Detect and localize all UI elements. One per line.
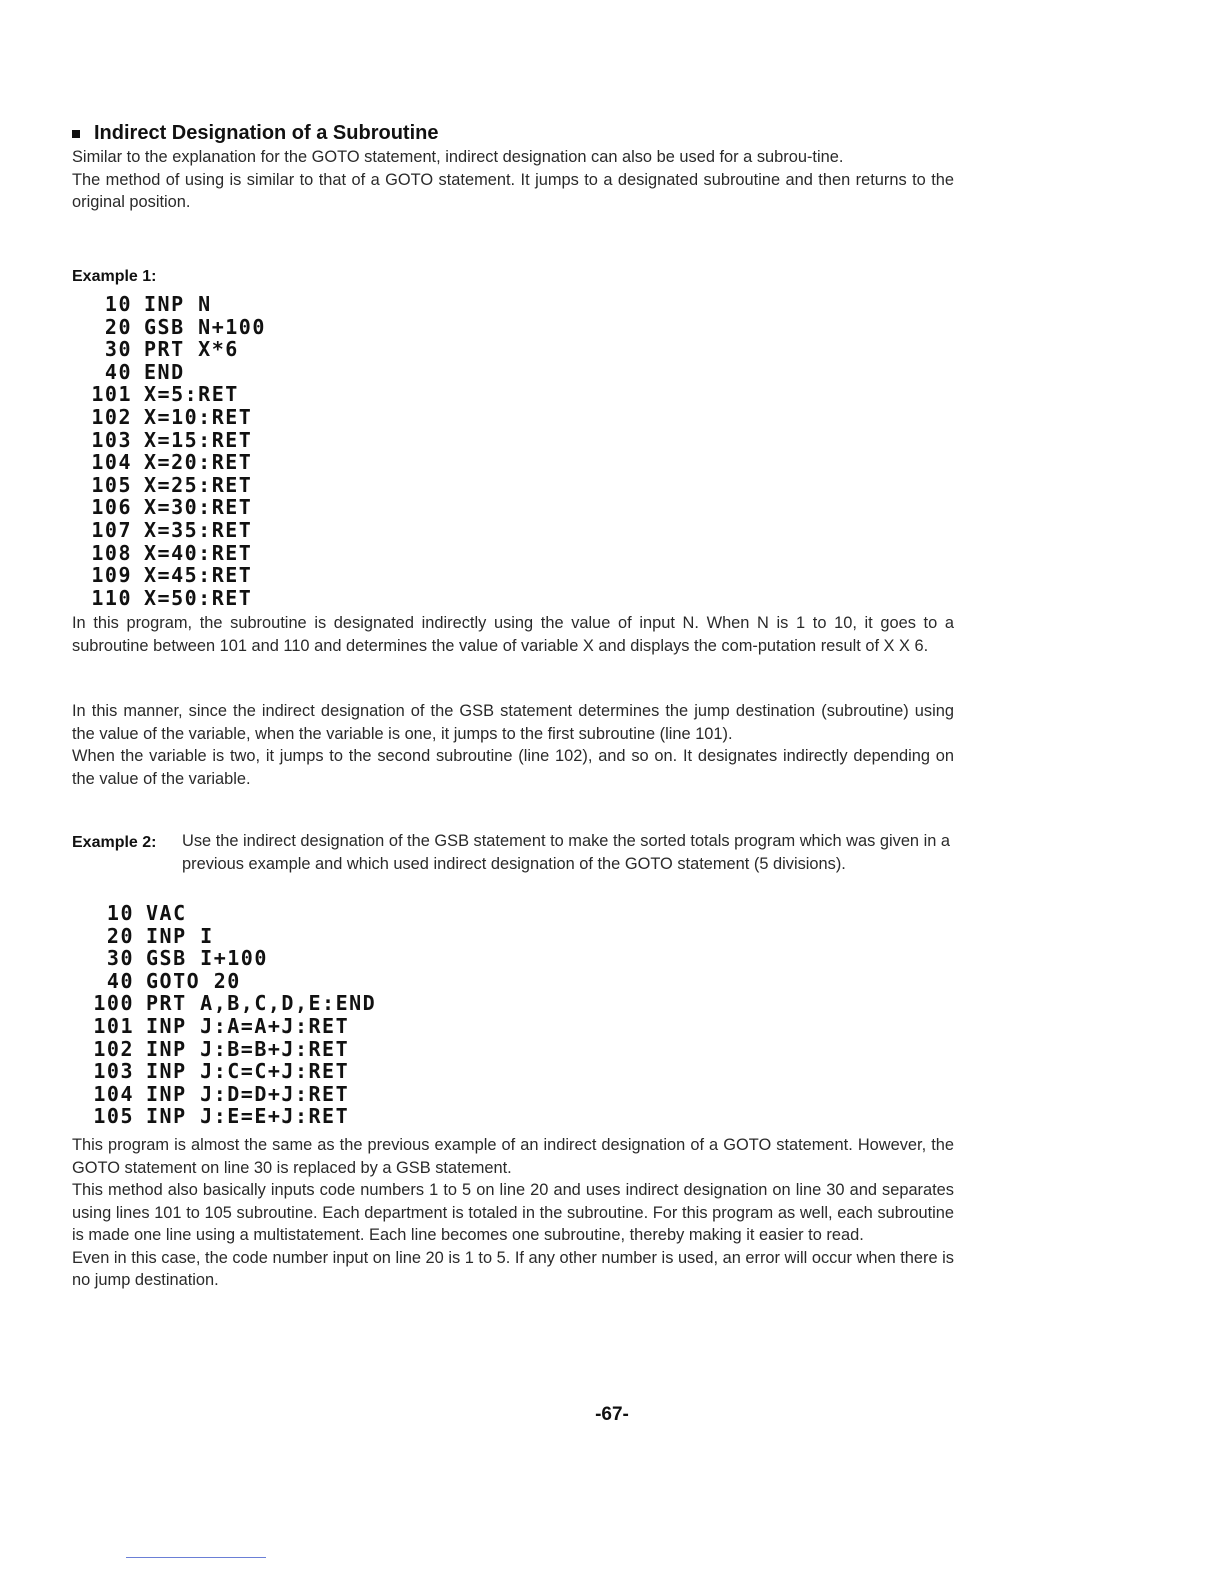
- line-number: 20: [104, 314, 132, 339]
- statement: X=45:RET: [144, 563, 253, 588]
- line-number: 40: [104, 359, 132, 384]
- code-line: [84, 542, 266, 565]
- code-line: [86, 970, 376, 993]
- statement: X=15:RET: [144, 427, 253, 452]
- code-line: [84, 451, 266, 474]
- line-number: 103: [91, 427, 132, 452]
- statement: X=20:RET: [144, 450, 253, 475]
- code-line: [84, 406, 266, 429]
- code-line: [86, 1060, 376, 1083]
- statement: X=25:RET: [144, 472, 253, 497]
- line-number: 109: [91, 563, 132, 588]
- statement: X=5:RET: [144, 382, 239, 407]
- code-line: [84, 361, 266, 384]
- statement: PRT A,B,C,D,E:END: [146, 991, 377, 1016]
- line-number: 106: [91, 495, 132, 520]
- statement: INP J:B=B+J:RET: [146, 1036, 350, 1061]
- explanation-paragraph: In this program, the subroutine is designated indirectly using the value of input N. When N is 1 to 10, it goes to a subroutine between 101 and 110 and determines the value of variable X and displays the com-putation result of X X 6.: [72, 614, 954, 655]
- statement: PRT X*6: [144, 337, 239, 362]
- explanation-2: [72, 700, 954, 790]
- section-heading: [72, 122, 438, 145]
- intro-paragraph: Similar to the explanation for the GOTO statement, indirect designation can also be used for a subrou-tine.: [72, 148, 844, 166]
- statement: GOTO 20: [146, 968, 241, 993]
- intro-paragraphs: [72, 146, 954, 214]
- code-line: [84, 338, 266, 361]
- statement: INP J:D=D+J:RET: [146, 1081, 350, 1106]
- line-number: 40: [106, 968, 134, 993]
- statement: INP I: [146, 923, 214, 948]
- closing-paragraph: This program is almost the same as the previous example of an indirect designation of a GOTO statement. However, the GOTO statement on line 30 is replaced by a GSB statement.: [72, 1136, 954, 1177]
- square-bullet-icon: [72, 130, 80, 138]
- statement: INP N: [144, 292, 212, 316]
- statement: GSB I+100: [146, 946, 268, 971]
- line-number: 110: [91, 585, 132, 610]
- statement: X=40:RET: [144, 540, 253, 565]
- line-number: 101: [91, 382, 132, 407]
- explanation-paragraph: When the variable is two, it jumps to the second subroutine (line 102), and so on. It designates indirectly depending on the value of the variable.: [72, 747, 954, 788]
- code-line: [86, 1083, 376, 1106]
- code-line: [84, 564, 266, 587]
- line-number: 10: [104, 292, 132, 316]
- statement: X=35:RET: [144, 517, 253, 542]
- code-line: [86, 1105, 376, 1128]
- code-line: [86, 902, 376, 925]
- line-number: 104: [91, 450, 132, 475]
- line-number: 108: [91, 540, 132, 565]
- code-line: [84, 429, 266, 452]
- explanation-1: [72, 612, 954, 657]
- closing-paragraph: Even in this case, the code number input on line 20 is 1 to 5. If any other number is used, an error will occur when there is no jump destination.: [72, 1248, 954, 1289]
- code-line: [86, 1038, 376, 1061]
- line-number: 30: [106, 946, 134, 971]
- statement: END: [144, 359, 185, 384]
- line-number: 30: [104, 337, 132, 362]
- code-line: [84, 474, 266, 497]
- example-1-label: Example 1:: [72, 268, 157, 285]
- line-number: 103: [93, 1059, 134, 1084]
- code-line: [84, 519, 266, 542]
- code-line: [86, 947, 376, 970]
- code-line: [84, 383, 266, 406]
- statement: X=10:RET: [144, 404, 253, 429]
- line-number: 107: [91, 517, 132, 542]
- section-heading-text: Indirect Designation of a Subroutine: [94, 122, 439, 144]
- line-number: 105: [93, 1104, 134, 1129]
- statement: INP J:E=E+J:RET: [146, 1104, 350, 1129]
- line-number: 105: [91, 472, 132, 497]
- line-number: 100: [93, 991, 134, 1016]
- closing-paragraph: This method also basically inputs code numbers 1 to 5 on line 20 and uses indirect designation on line 30 and separates using lines 101 to 105 subroutine. Each department is totaled in the subroutine. For this program as well, each subroutine is made one line using a multistatement. Each line becomes one subroutine, thereby making it easier to read.: [72, 1181, 954, 1244]
- code-line: [84, 587, 266, 610]
- line-number: 10: [106, 901, 134, 925]
- example-2-description: Use the indirect designation of the GSB statement to make the sorted totals program which was given in a previous example and which used indirect designation of the GOTO statement (5 divisions).: [182, 832, 951, 873]
- code-line: [86, 992, 376, 1015]
- example-1-code-listing: [84, 293, 266, 609]
- line-number: 20: [106, 923, 134, 948]
- statement: X=50:RET: [144, 585, 253, 610]
- example-2-code-listing: [86, 902, 376, 1128]
- statement: INP J:C=C+J:RET: [146, 1059, 350, 1084]
- line-number: 104: [93, 1081, 134, 1106]
- line-number: 101: [93, 1013, 134, 1038]
- code-line: [86, 925, 376, 948]
- explanation-paragraph: In this manner, since the indirect designation of the GSB statement determines the jump destination (subroutine) using the value of the variable, when the variable is one, it jumps to the first subroutine (line 101).: [72, 702, 954, 743]
- page-number: -67-: [595, 1404, 629, 1425]
- code-line: [86, 1015, 376, 1038]
- code-line: [84, 293, 266, 316]
- line-number: 102: [93, 1036, 134, 1061]
- intro-paragraph: The method of using is similar to that of a GOTO statement. It jumps to a designated subroutine and then returns to the original position.: [72, 170, 954, 211]
- statement: VAC: [146, 901, 187, 925]
- closing-paragraphs: [72, 1134, 954, 1292]
- code-line: [84, 316, 266, 339]
- statement: INP J:A=A+J:RET: [146, 1013, 350, 1038]
- statement: X=30:RET: [144, 495, 253, 520]
- line-number: 102: [91, 404, 132, 429]
- footer-rule: [126, 1557, 266, 1558]
- code-line: [84, 496, 266, 519]
- statement: GSB N+100: [144, 314, 266, 339]
- example-2-label: Example 2:: [72, 834, 157, 851]
